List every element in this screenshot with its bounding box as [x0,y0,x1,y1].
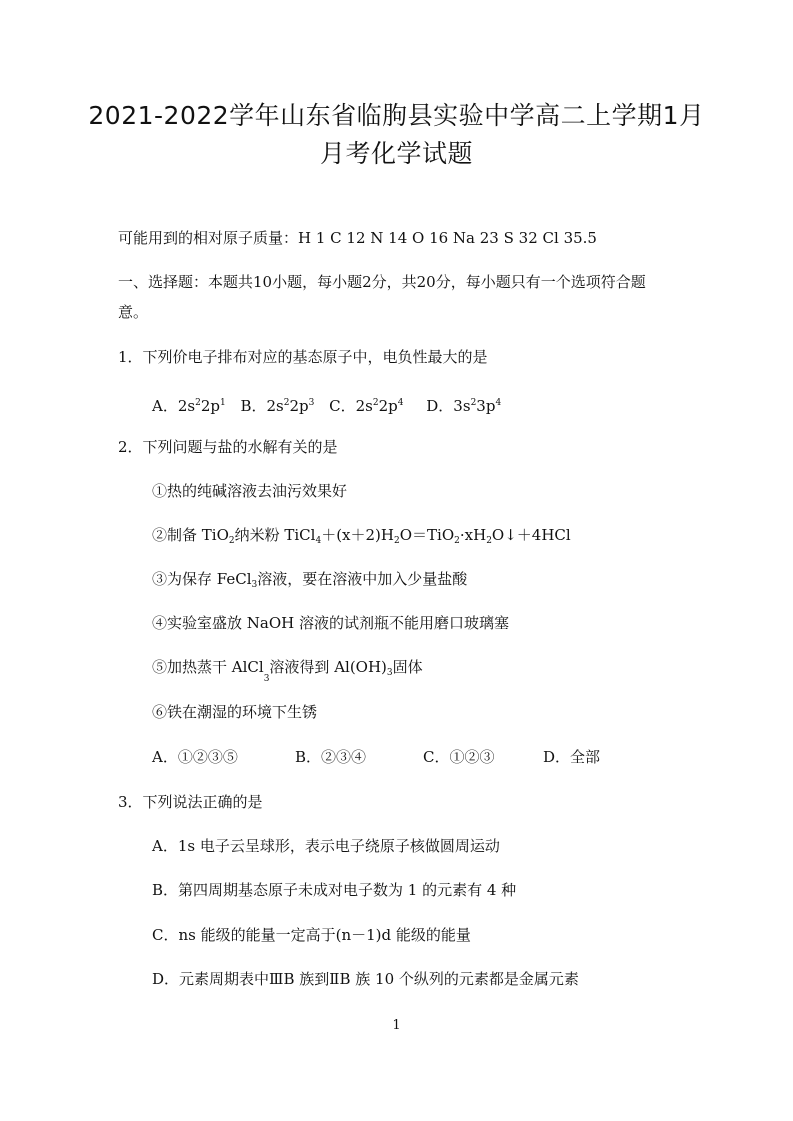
document-title-line2: 月考化学试题 [319,139,473,168]
question-2-item-2: ②制备 TiO$_2$纳米粉 $TiCl_4+(x+2)H_2O=TiO_2\cdot xH_2O↓+4HCl$ [152,526,571,546]
question-2-stem: 2．下列问题与盐的水解有关的是 [118,438,338,456]
question-1-option-a: A．$2s^22p^1$ [152,397,226,415]
question-1-option-c: C．$2s^22p^4$ [329,397,404,415]
question-1-stem: 1．下列价电子排布对应的基态原子中，电负性最大的是 [118,348,488,366]
question-3-option-a: A．1s 电子云呈球形，表示电子绕原子核做圆周运动 [152,837,500,855]
question-2-item-6: ⑥铁在潮湿的环境下生锈 [152,703,318,721]
question-3-option-b: B．第四周期基态原子未成对电子数为 1 的元素有 4 种 [152,881,517,899]
question-1-options [152,392,511,417]
question-2-item-3: ③为保存 FeCl$_3$溶液，要在溶液中加入少量盐酸 [152,570,468,590]
question-1-option-d: D．$3s^23p^4$ [426,397,502,415]
question-2-option-b: B．②③④ [295,748,367,766]
section1-instructions-line2: 意。 [118,303,149,321]
question-3-option-d: D．元素周期表中ⅢB 族到ⅡB 族 10 个纵列的元素都是金属元素 [152,970,579,988]
question-2-option-d: D．全部 [543,748,601,766]
question-3-option-c: C．ns 能级的能量一定高于(n－1)d 能级的能量 [152,926,471,944]
document-title-line1: 2021-2022学年山东省临朐县实验中学高二上学期1月 [88,101,705,130]
question-2-option-a: A．①②③⑤ [152,748,238,766]
question-2-option-c: C．①②③ [423,748,495,766]
page-number: 1 [392,1018,401,1033]
question-2-item-1: ①热的纯碱溶液去油污效果好 [152,482,348,500]
atomic-mass-line: 可能用到的相对原子质量：H 1 C 12 N 14 O 16 Na 23 S 32 Cl 35.5 [118,229,597,247]
question-1-option-b: B．$2s^22p^3$ [240,397,315,415]
question-2-item-4: ④实验室盛放 NaOH 溶液的试剂瓶不能用磨口玻璃塞 [152,614,509,632]
section1-instructions-line1: 一、选择题：本题共10小题，每小题2分，共20分，每小题只有一个选项符合题 [118,273,646,291]
question-2-item-5: ⑤加热蒸干 AlCl$_3$溶液得到 $Al(OH)_3$固体 [152,658,423,684]
question-3-stem: 3．下列说法正确的是 [118,793,263,811]
